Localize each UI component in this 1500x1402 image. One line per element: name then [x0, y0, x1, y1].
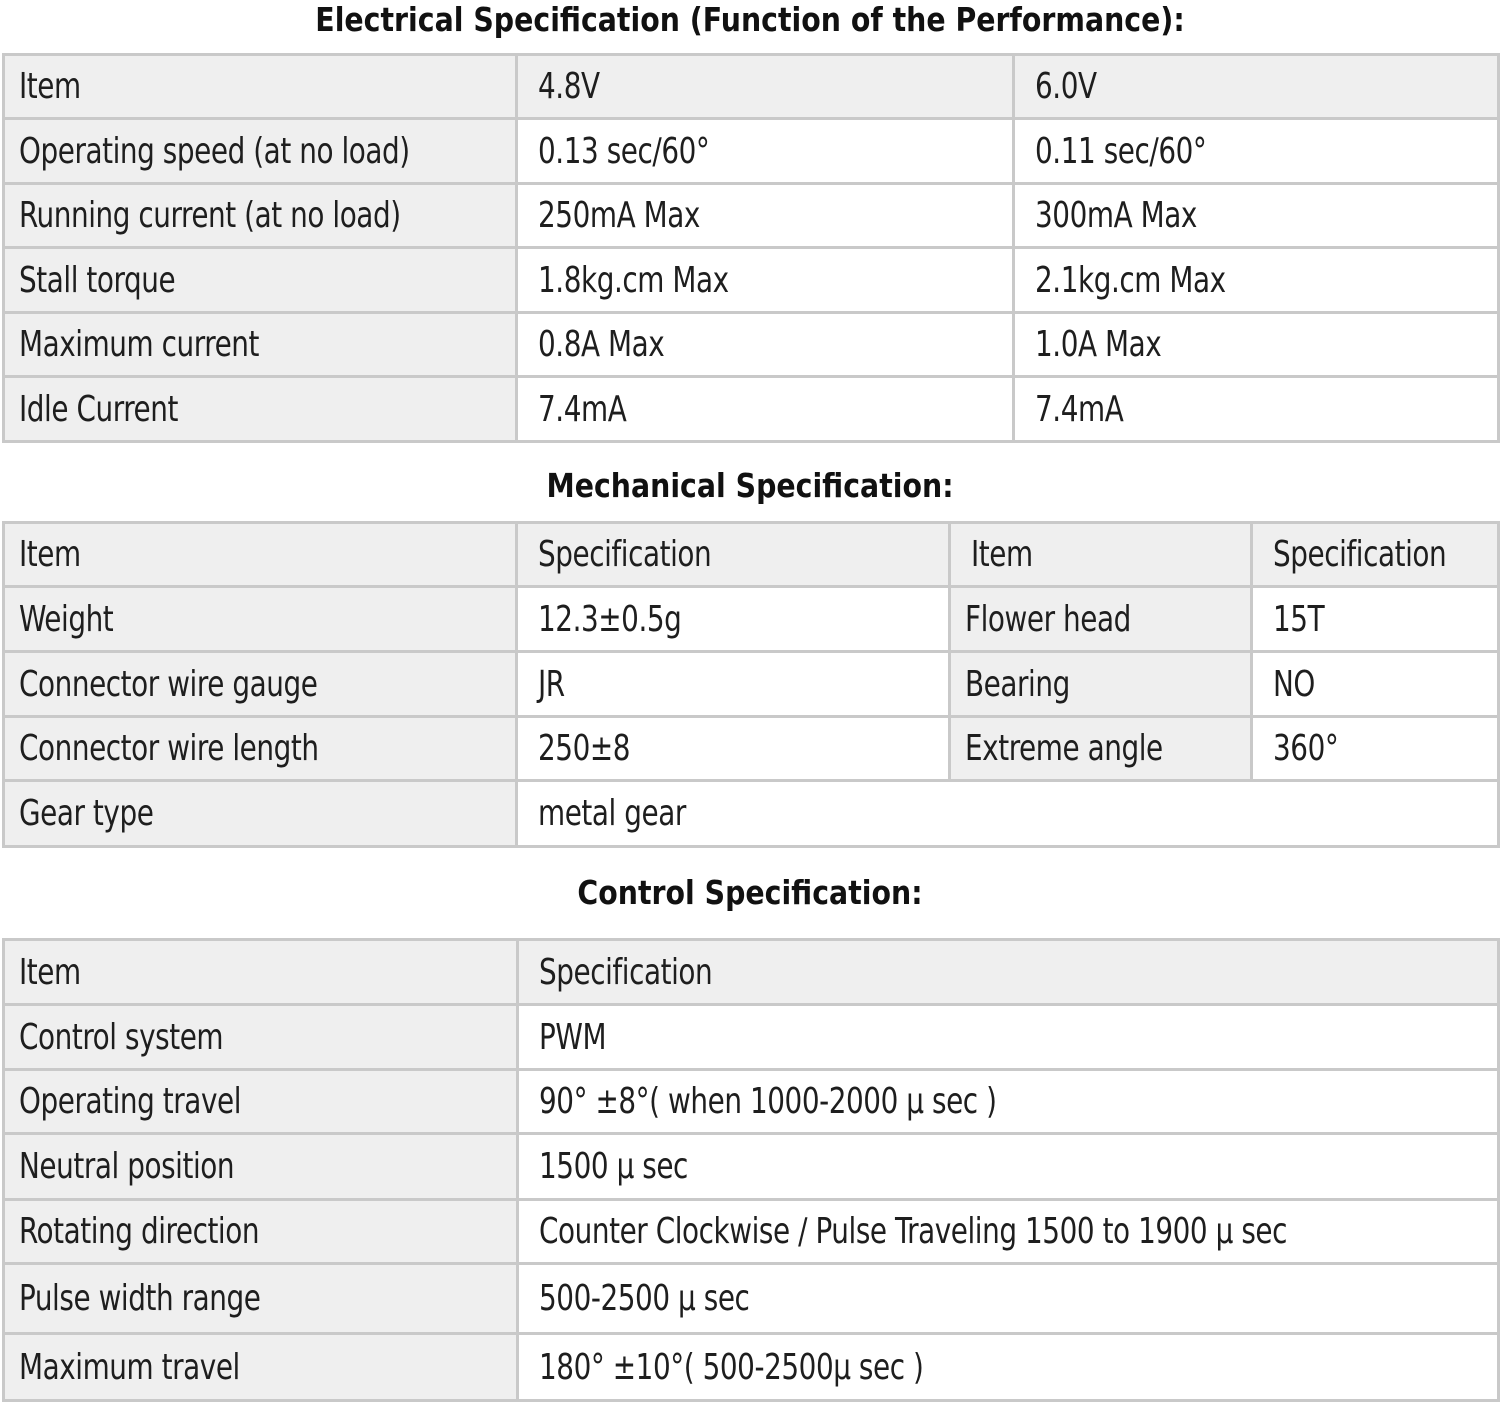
item-cell: Bearing — [950, 652, 1252, 717]
value-cell: 1.0A Max — [1014, 313, 1499, 377]
item-cell: Running current (at no load) — [4, 184, 517, 248]
item-cell: Maximum current — [4, 313, 517, 377]
control-spec-table — [2, 938, 1500, 1402]
header-cell: Item — [950, 523, 1252, 587]
table-row — [4, 1070, 1499, 1134]
item-cell: Operating speed (at no load) — [4, 119, 517, 184]
table-row — [4, 1005, 1499, 1070]
table-row — [4, 652, 1499, 717]
value-cell: metal gear — [517, 781, 1499, 847]
value-cell: 360° — [1252, 717, 1499, 781]
control-spec-title: Control Specification: — [577, 873, 923, 912]
item-cell: Neutral position — [4, 1134, 518, 1200]
table-header-row — [4, 523, 1499, 587]
value-cell: 1.8kg.cm Max — [517, 248, 1014, 313]
item-cell: Maximum travel — [4, 1334, 518, 1401]
value-cell: 90° ±8°( when 1000-2000 μ sec ) — [518, 1070, 1499, 1134]
electrical-spec-title: Electrical Specification (Function of the Performance): — [315, 0, 1185, 39]
item-cell: Idle Current — [4, 377, 517, 442]
value-cell: 1500 μ sec — [518, 1134, 1499, 1200]
table-row — [4, 119, 1499, 184]
value-cell: 7.4mA — [1014, 377, 1499, 442]
value-cell: 500-2500 μ sec — [518, 1264, 1499, 1334]
item-cell: Connector wire length — [4, 717, 517, 781]
value-cell: NO — [1252, 652, 1499, 717]
item-cell: Extreme angle — [950, 717, 1252, 781]
table-row — [4, 184, 1499, 248]
item-cell: Connector wire gauge — [4, 652, 517, 717]
value-cell: 15T — [1252, 587, 1499, 652]
item-cell: Control system — [4, 1005, 518, 1070]
value-cell: 0.8A Max — [517, 313, 1014, 377]
value-cell: 250mA Max — [517, 184, 1014, 248]
header-cell: Item — [4, 523, 517, 587]
table-row — [4, 717, 1499, 781]
header-cell: Item — [4, 55, 517, 119]
header-cell: 4.8V — [517, 55, 1014, 119]
mechanical-spec-table — [2, 521, 1500, 848]
table-header-row — [4, 940, 1499, 1005]
value-cell: 300mA Max — [1014, 184, 1499, 248]
value-cell: 12.3±0.5g — [517, 587, 950, 652]
mechanical-spec-title: Mechanical Specification: — [546, 466, 954, 505]
value-cell: 2.1kg.cm Max — [1014, 248, 1499, 313]
table-row — [4, 313, 1499, 377]
value-cell: PWM — [518, 1005, 1499, 1070]
table-row — [4, 1264, 1499, 1334]
header-cell: Specification — [1252, 523, 1499, 587]
table-header-row — [4, 55, 1499, 119]
value-cell: 0.13 sec/60° — [517, 119, 1014, 184]
item-cell: Pulse width range — [4, 1264, 518, 1334]
table-row — [4, 1200, 1499, 1264]
value-cell: 0.11 sec/60° — [1014, 119, 1499, 184]
electrical-spec-table — [2, 53, 1500, 443]
header-cell: Specification — [518, 940, 1499, 1005]
value-cell: 7.4mA — [517, 377, 1014, 442]
item-cell: Weight — [4, 587, 517, 652]
item-cell: Flower head — [950, 587, 1252, 652]
item-cell: Rotating direction — [4, 1200, 518, 1264]
value-cell: 250±8 — [517, 717, 950, 781]
table-row — [4, 1134, 1499, 1200]
value-cell: 180° ±10°( 500-2500μ sec ) — [518, 1334, 1499, 1401]
table-row — [4, 1334, 1499, 1401]
header-cell: Specification — [517, 523, 950, 587]
item-cell: Operating travel — [4, 1070, 518, 1134]
header-cell: Item — [4, 940, 518, 1005]
table-row — [4, 377, 1499, 442]
item-cell: Stall torque — [4, 248, 517, 313]
value-cell: JR — [517, 652, 950, 717]
table-row — [4, 781, 1499, 847]
header-cell: 6.0V — [1014, 55, 1499, 119]
table-row — [4, 587, 1499, 652]
item-cell: Gear type — [4, 781, 517, 847]
value-cell: Counter Clockwise / Pulse Traveling 1500 to 1900 μ sec — [518, 1200, 1499, 1264]
table-row — [4, 248, 1499, 313]
